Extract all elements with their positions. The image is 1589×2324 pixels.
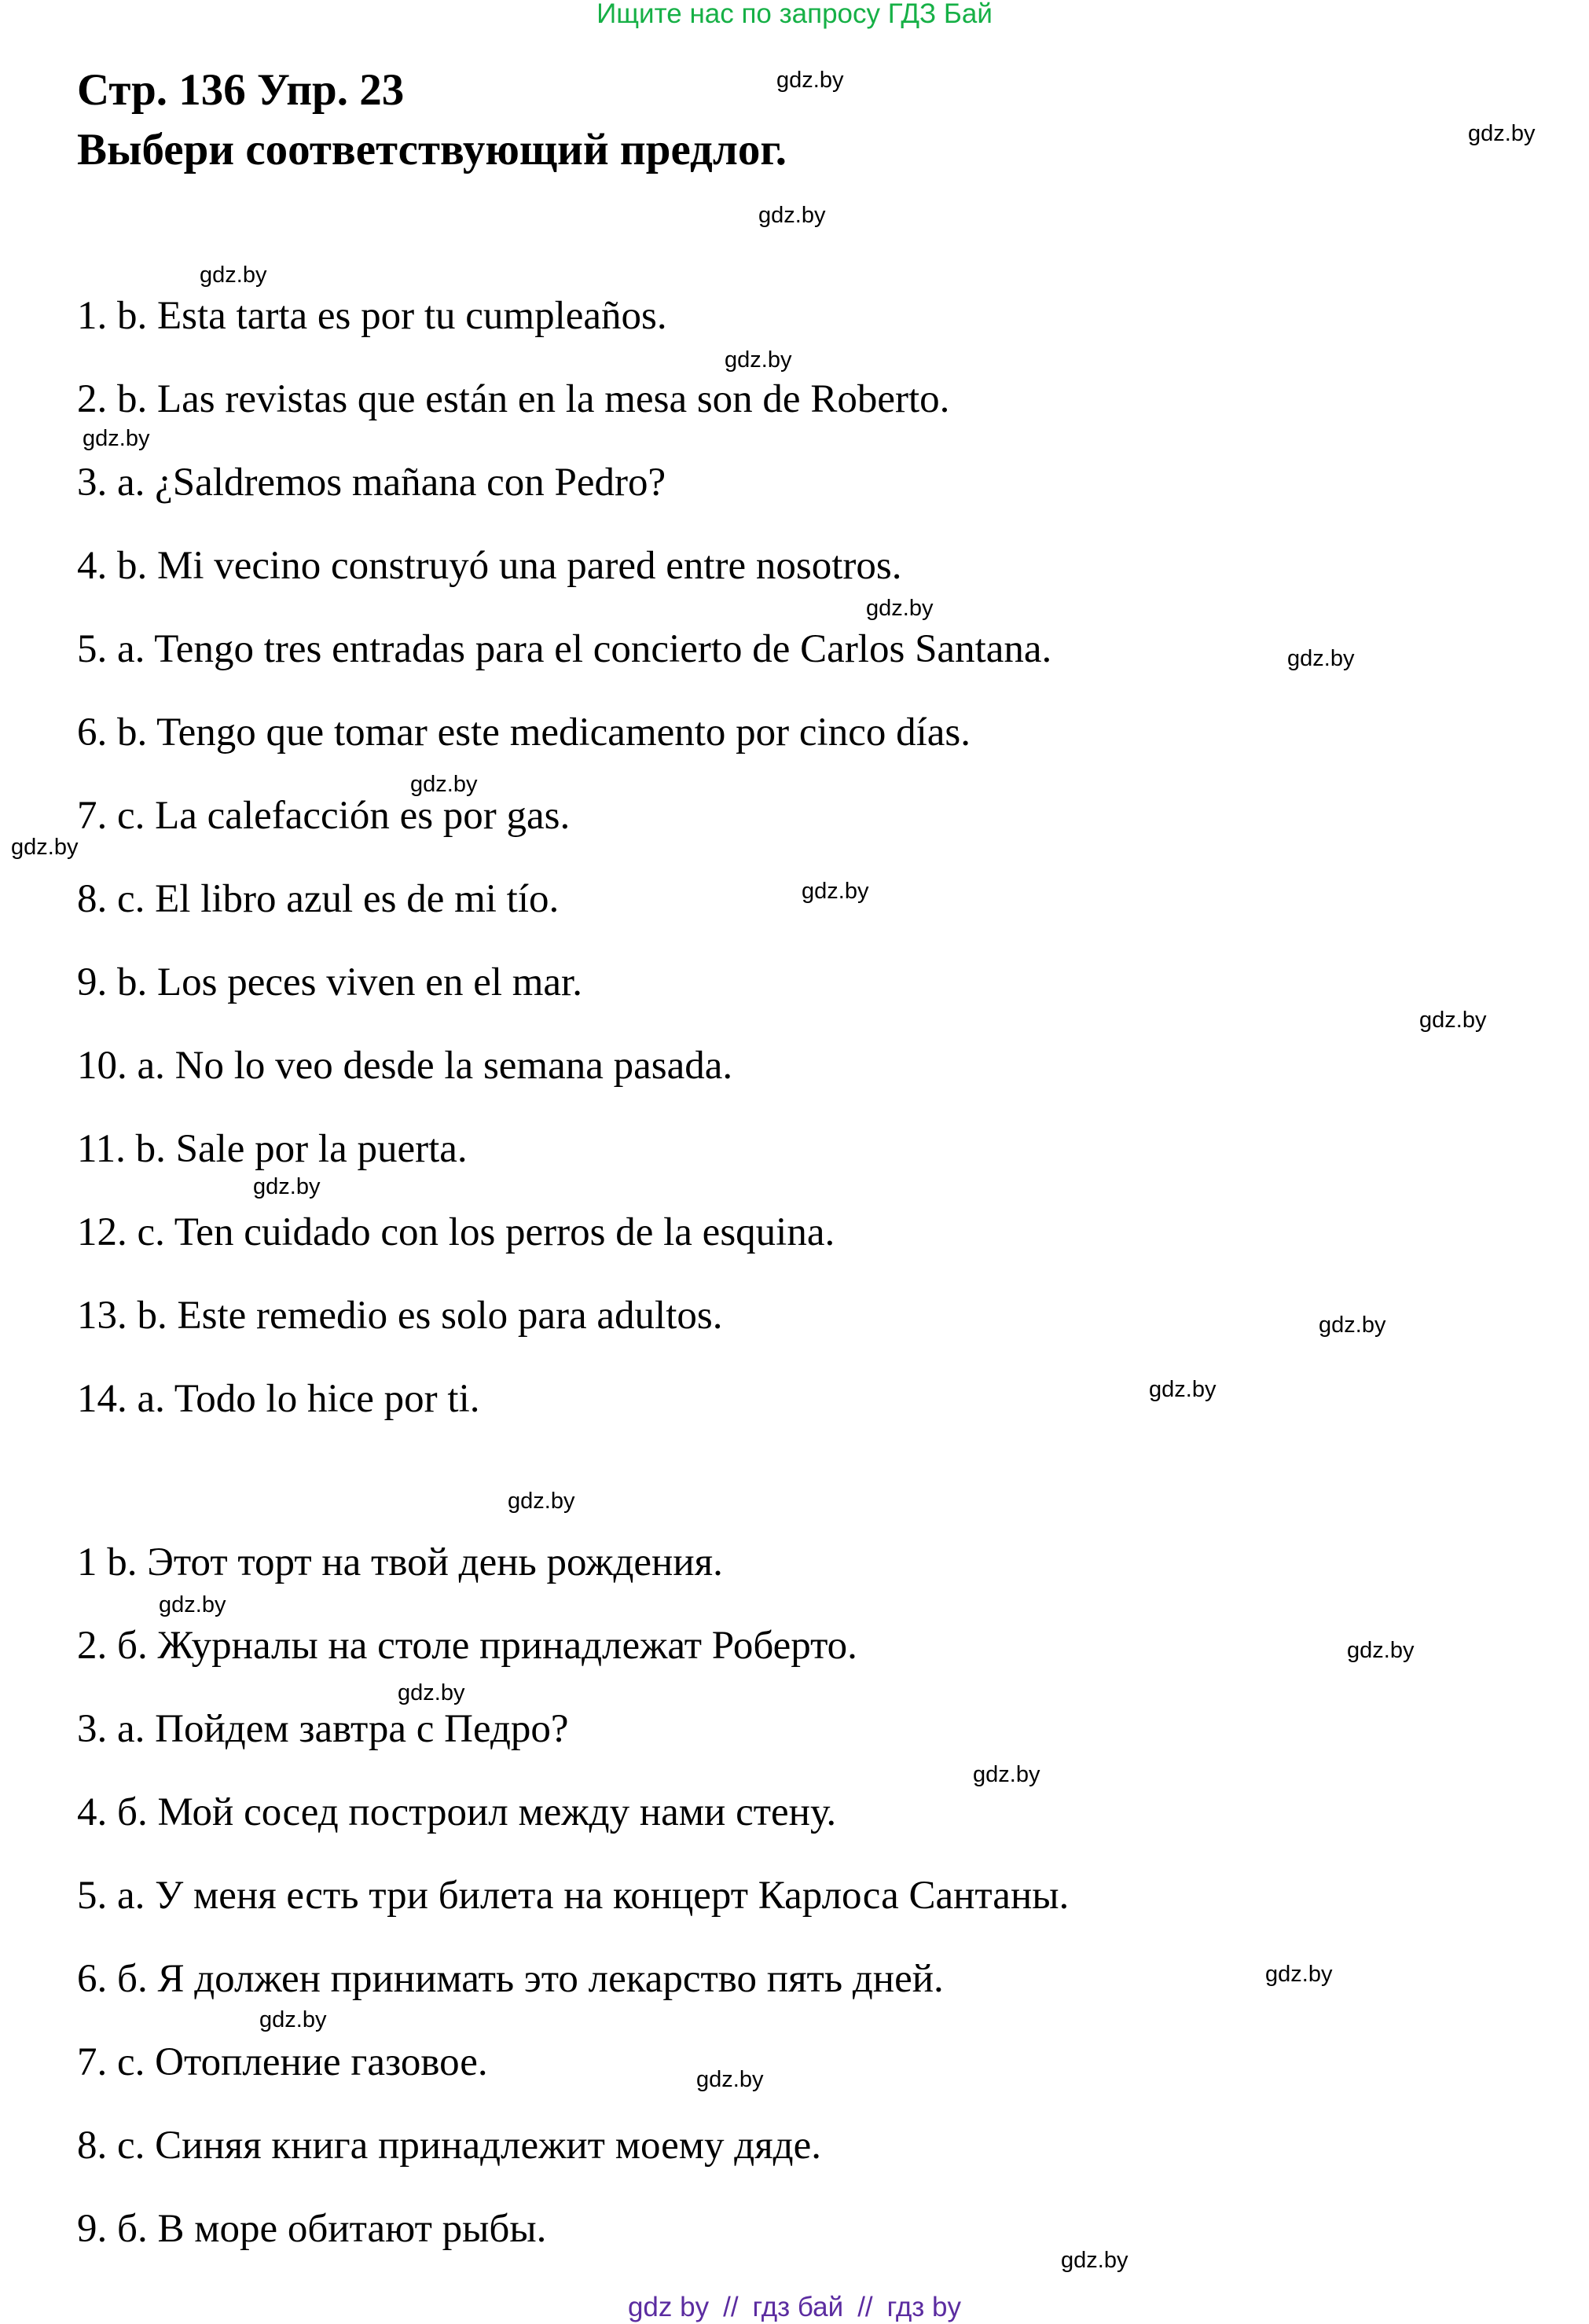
watermark: gdz.by [398, 1680, 465, 1705]
answer-line: 9. b. Los peces viven en el mar. [77, 960, 582, 1004]
watermark: gdz.by [866, 596, 934, 621]
watermark: gdz.by [1347, 1638, 1415, 1663]
watermark: gdz.by [1149, 1377, 1217, 1402]
task-instruction: Выбери соответствующий предлог. [77, 125, 787, 174]
watermark: gdz.by [696, 2067, 764, 2092]
answer-line: 12. c. Ten cuidado con los perros de la esquina. [77, 1210, 835, 1254]
watermark: gdz.by [973, 1762, 1040, 1787]
footer-link-gdz-by[interactable]: gdz by [627, 2292, 710, 2322]
watermark: gdz.by [1468, 121, 1536, 146]
page-title: Стр. 136 Упр. 23 [77, 65, 405, 115]
answer-line: 10. a. No lo veo desde la semana pasada. [77, 1044, 733, 1088]
footer-links [0, 2293, 1589, 2322]
translation-line: 7. с. Отопление газовое. [77, 2040, 488, 2084]
watermark: gdz.by [159, 1592, 226, 1617]
watermark: gdz.by [758, 203, 826, 228]
top-search-link[interactable]: Ищите нас по запросу ГДЗ Бай [596, 0, 993, 29]
translation-line: 4. б. Мой сосед построил между нами стену. [77, 1790, 837, 1834]
translation-line: 3. а. Пойдем завтра с Педро? [77, 1707, 569, 1751]
footer-separator: // [723, 2292, 739, 2322]
watermark: gdz.by [1061, 2248, 1128, 2273]
answer-line: 2. b. Las revistas que están en la mesa son de Roberto. [77, 377, 950, 421]
footer-link-gdz-by-cyr[interactable]: гдз by [886, 2292, 962, 2322]
answer-line: 6. b. Tengo que tomar este medicamento por cinco días. [77, 710, 971, 754]
answer-line: 1. b. Esta tarta es por tu cumpleaños. [77, 294, 667, 338]
answer-line: 4. b. Mi vecino construyó una pared entre nosotros. [77, 544, 902, 588]
watermark: gdz.by [1319, 1313, 1386, 1338]
translation-line: 9. б. В море обитают рыбы. [77, 2207, 547, 2251]
watermark: gdz.by [83, 426, 150, 451]
answer-line: 3. a. ¿Saldremos mañana con Pedro? [77, 461, 666, 505]
footer-separator: // [857, 2292, 873, 2322]
answer-line: 5. a. Tengo tres entradas para el concierto de Carlos Santana. [77, 627, 1052, 671]
answer-line: 7. c. La calefacción es por gas. [77, 794, 571, 838]
watermark: gdz.by [1419, 1008, 1487, 1033]
answer-line: 11. b. Sale por la puerta. [77, 1127, 468, 1171]
translation-line: 1 b. Этот торт на твой день рождения. [77, 1540, 723, 1584]
watermark: gdz.by [776, 68, 844, 93]
watermark: gdz.by [1287, 646, 1355, 671]
footer-link-gdz-bai[interactable]: гдз бай [752, 2292, 844, 2322]
watermark: gdz.by [253, 1174, 321, 1199]
watermark: gdz.by [200, 263, 267, 288]
watermark: gdz.by [11, 835, 79, 860]
watermark: gdz.by [410, 772, 478, 797]
answer-line: 13. b. Este remedio es solo para adultos. [77, 1294, 723, 1338]
translation-line: 6. б. Я должен принимать это лекарство пять дней. [77, 1957, 944, 2001]
watermark: gdz.by [802, 879, 869, 904]
watermark: gdz.by [725, 347, 792, 373]
answer-line: 8. c. El libro azul es de mi tío. [77, 877, 560, 921]
watermark: gdz.by [508, 1489, 575, 1514]
translation-line: 5. а. У меня есть три билета на концерт Карлоса Сантаны. [77, 1874, 1070, 1918]
answer-line: 14. a. Todo lo hice por ti. [77, 1377, 480, 1421]
watermark: gdz.by [1265, 1962, 1333, 1987]
translation-line: 8. с. Синяя книга принадлежит моему дяде. [77, 2124, 821, 2168]
translation-line: 2. б. Журналы на столе принадлежат Роберто. [77, 1624, 857, 1668]
watermark: gdz.by [259, 2007, 327, 2032]
